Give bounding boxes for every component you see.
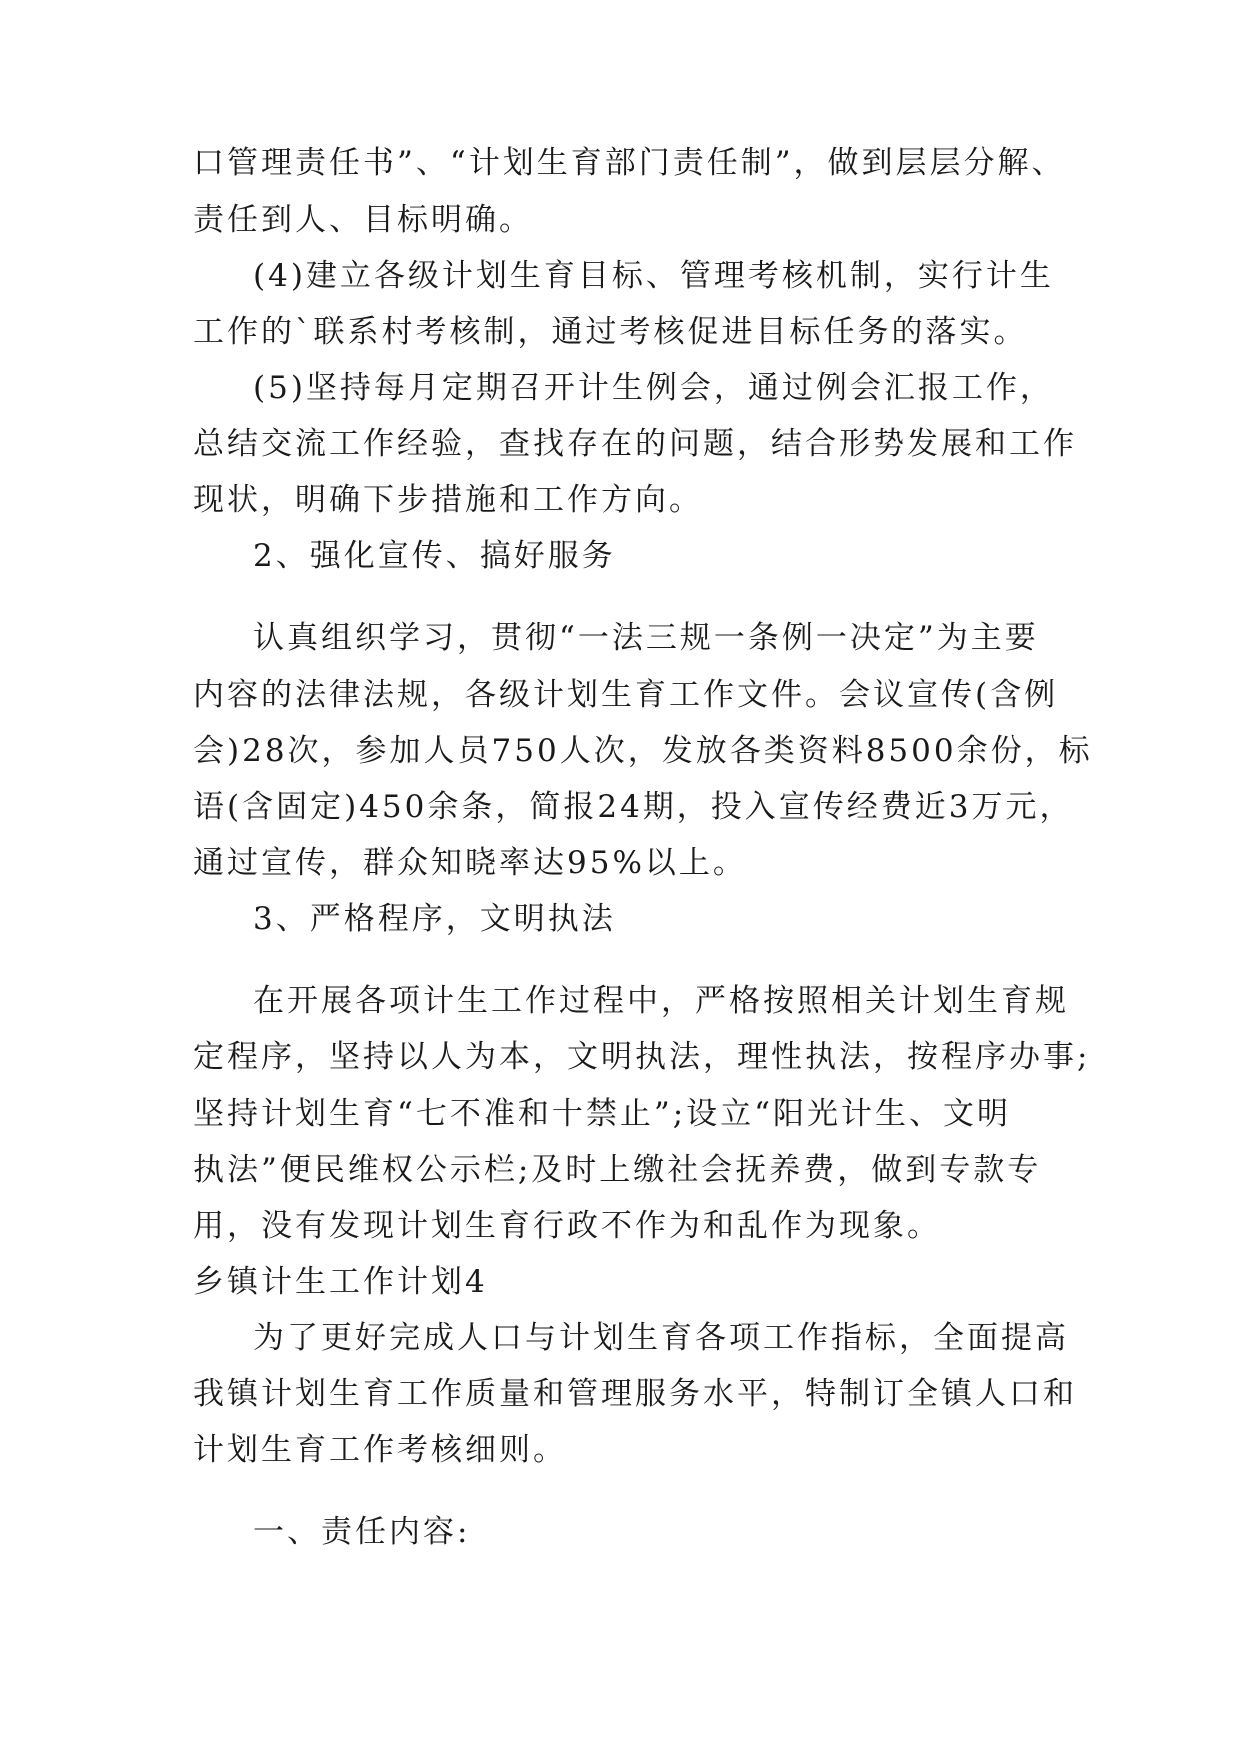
text-line: 责任到人、目标明确。 [193,202,533,238]
text-line: 在开展各项计生工作过程中，严格按照相关计划生育规 [253,983,1069,1019]
text-line: 会)28次，参加人员750人次，发放各类资料8500余份，标 [193,733,1093,769]
text-line: 执法”便民维权公示栏;及时上缴社会抚养费，做到专款专 [193,1152,1042,1188]
text-line: 工作的`联系村考核制，通过考核促进目标任务的落实。 [193,314,1028,350]
text-line: 语(含固定)450余条，简报24期，投入宣传经费近3万元， [193,789,1074,825]
text-line: (5)坚持每月定期召开计生例会，通过例会汇报工作， [253,370,1054,406]
text-line: 内容的法律法规，各级计划生育工作文件。会议宣传(含例 [193,677,1059,713]
document-title: 乡镇计生工作计划4 [193,1264,488,1300]
text-line: 计划生育工作考核细则。 [193,1432,567,1468]
text-line: 通过宣传，群众知晓率达95%以上。 [193,845,747,881]
text-line: 总结交流工作经验，查找存在的问题，结合形势发展和工作 [193,426,1077,462]
text-line: 为了更好完成人口与计划生育各项工作指标，全面提高 [253,1320,1069,1356]
text-line: (4)建立各级计划生育目标、管理考核机制，实行计生 [253,258,1054,294]
text-line: 定程序，坚持以人为本，文明执法，理性执法，按程序办事; [193,1039,1091,1075]
text-line: 现状，明确下步措施和工作方向。 [193,482,703,518]
text-line: 口管理责任书”、“计划生育部门责任制”，做到层层分解、 [193,145,1066,181]
section-heading: 一、责任内容: [253,1514,471,1550]
text-line: 认真组织学习，贯彻“一法三规一条例一决定”为主要 [253,620,1039,656]
section-heading: 2、强化宣传、搞好服务 [253,538,616,574]
text-line: 我镇计划生育工作质量和管理服务水平，特制订全镇人口和 [193,1376,1077,1412]
section-heading: 3、严格程序，文明执法 [253,901,616,937]
text-line: 用，没有发现计划生育行政不作为和乱作为现象。 [193,1208,941,1244]
text-line: 坚持计划生育“七不准和十禁止”;设立“阳光计生、文明 [193,1096,1011,1132]
